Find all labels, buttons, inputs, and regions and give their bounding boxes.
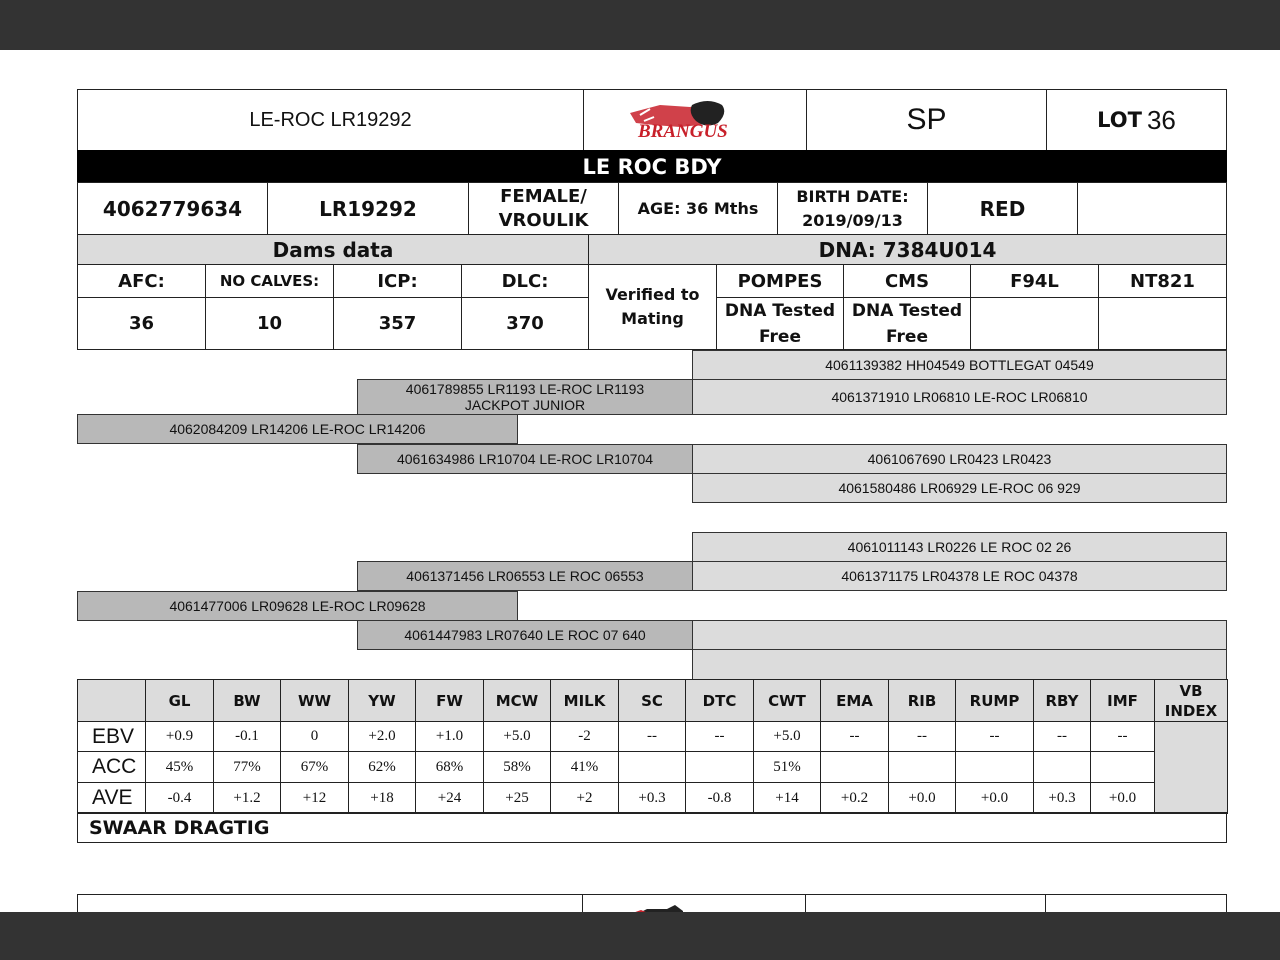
pedigree-sire-sire: 4061789855 LR1193 LE-ROC LR1193 JACKPOT JUNIOR <box>357 379 693 415</box>
acc-cell: 58% <box>484 752 551 783</box>
dams-data-title: Dams data <box>77 234 589 265</box>
pedigree-dam-sire-dam: 4061371175 LR04378 LE ROC 04378 <box>692 561 1227 591</box>
ebv-corner <box>78 680 146 722</box>
ave-cell: +0.2 <box>821 783 889 814</box>
ebv-cell: -2 <box>551 722 619 752</box>
acc-cell <box>821 752 889 783</box>
pedigree-dam-dam-sire <box>692 620 1227 650</box>
pedigree-sire-dam: 4061634986 LR10704 LE-ROC LR10704 <box>357 444 693 474</box>
col-ema: EMA <box>821 680 889 722</box>
remarks: SWAAR DRAGTIG <box>77 812 1227 843</box>
ave-cell: -0.8 <box>686 783 754 814</box>
bull-logo-icon <box>620 95 770 145</box>
lot-label: LOT <box>1097 108 1142 132</box>
pedigree-sire-dam-dam: 4061580486 LR06929 LE-ROC 06 929 <box>692 473 1227 503</box>
next-page-header <box>77 894 1227 914</box>
ebv-cell: +5.0 <box>754 722 821 752</box>
logo-text: BRANGUS <box>638 121 728 142</box>
pompes-result: DNA Tested Free <box>716 297 844 350</box>
icp-label: ICP: <box>333 264 462 298</box>
nt821-label: NT821 <box>1098 264 1227 298</box>
ave-cell: +1.2 <box>214 783 281 814</box>
acc-cell: 68% <box>416 752 484 783</box>
col-imf: IMF <box>1091 680 1155 722</box>
acc-cell <box>956 752 1034 783</box>
acc-cell: 51% <box>754 752 821 783</box>
col-dtc: DTC <box>686 680 754 722</box>
acc-cell: 62% <box>349 752 416 783</box>
sex: FEMALE/ VROULIK <box>468 182 619 235</box>
ave-cell: -0.4 <box>146 783 214 814</box>
ebv-cell: -- <box>1034 722 1091 752</box>
ebv-cell: -- <box>821 722 889 752</box>
acc-cell <box>1034 752 1091 783</box>
ave-cell: +2 <box>551 783 619 814</box>
row-label-ave: AVE <box>78 783 146 814</box>
acc-cell: 41% <box>551 752 619 783</box>
col-rib: RIB <box>889 680 956 722</box>
acc-cell <box>686 752 754 783</box>
herd-id: LR19292 <box>267 182 469 235</box>
ebv-cell: 0 <box>281 722 349 752</box>
ebv-cell: -0.1 <box>214 722 281 752</box>
ave-row <box>78 783 1228 814</box>
ave-cell: +0.3 <box>619 783 686 814</box>
pedigree-sire-dam-sire: 4061067690 LR0423 LR0423 <box>692 444 1227 474</box>
pedigree-dam-dam-dam <box>692 649 1227 680</box>
category-code: SP <box>806 89 1047 151</box>
acc-cell <box>1091 752 1155 783</box>
colour: RED <box>927 182 1078 235</box>
no-calves-value: 10 <box>205 297 334 350</box>
cms-result: DNA Tested Free <box>843 297 971 350</box>
acc-cell: 77% <box>214 752 281 783</box>
ebv-cell: +0.9 <box>146 722 214 752</box>
col-mcw: MCW <box>484 680 551 722</box>
registration-number: 4062779634 <box>77 182 268 235</box>
ebv-cell: +1.0 <box>416 722 484 752</box>
acc-cell: 45% <box>146 752 214 783</box>
ebv-table <box>77 679 1228 814</box>
col-fw: FW <box>416 680 484 722</box>
details-extra <box>1077 182 1227 235</box>
ebv-cell: +2.0 <box>349 722 416 752</box>
pedigree-dam: 4061477006 LR09628 LE-ROC LR09628 <box>77 591 518 621</box>
lot-box <box>1046 89 1227 151</box>
verified-to-mating: Verified to Mating <box>588 264 717 350</box>
col-gl: GL <box>146 680 214 722</box>
pedigree-dam-dam: 4061447983 LR07640 LE ROC 07 640 <box>357 620 693 650</box>
pedigree-dam-sire-sire: 4061011143 LR0226 LE ROC 02 26 <box>692 532 1227 562</box>
brangus-logo <box>583 89 807 151</box>
afc-label: AFC: <box>77 264 206 298</box>
viewer-bottom-bar <box>0 912 1280 960</box>
col-cwt: CWT <box>754 680 821 722</box>
cms-label: CMS <box>843 264 971 298</box>
ebv-cell: -- <box>956 722 1034 752</box>
viewer-top-bar <box>0 0 1280 50</box>
ebv-row <box>78 722 1228 752</box>
ebv-cell: -- <box>1091 722 1155 752</box>
ebv-cell: -- <box>619 722 686 752</box>
lot-number: 36 <box>1146 104 1176 135</box>
ebv-cell: -- <box>889 722 956 752</box>
col-bw: BW <box>214 680 281 722</box>
birth-date: BIRTH DATE: 2019/09/13 <box>777 182 928 235</box>
acc-cell <box>889 752 956 783</box>
col-sc: SC <box>619 680 686 722</box>
col-yw: YW <box>349 680 416 722</box>
ave-cell: +0.3 <box>1034 783 1091 814</box>
col-milk: MILK <box>551 680 619 722</box>
ave-cell: +12 <box>281 783 349 814</box>
col-rump: RUMP <box>956 680 1034 722</box>
pedigree-dam-sire: 4061371456 LR06553 LE ROC 06553 <box>357 561 693 591</box>
ave-cell: +0.0 <box>1091 783 1155 814</box>
vb-index-value <box>1155 722 1228 814</box>
pedigree-sire-sire-sire: 4061139382 HH04549 BOTTLEGAT 04549 <box>692 350 1227 380</box>
icp-value: 357 <box>333 297 462 350</box>
row-label-acc: ACC <box>78 752 146 783</box>
age: AGE: 36 Mths <box>618 182 778 235</box>
dlc-value: 370 <box>461 297 589 350</box>
f94l-result <box>970 297 1099 350</box>
ebv-cell: +5.0 <box>484 722 551 752</box>
col-rby: RBY <box>1034 680 1091 722</box>
afc-value: 36 <box>77 297 206 350</box>
ave-cell: +25 <box>484 783 551 814</box>
animal-name: LE-ROC LR19292 <box>77 89 584 151</box>
nt821-result <box>1098 297 1227 350</box>
pompes-label: POMPES <box>716 264 844 298</box>
ave-cell: +18 <box>349 783 416 814</box>
f94l-label: F94L <box>970 264 1099 298</box>
ave-cell: +14 <box>754 783 821 814</box>
pedigree-sire: 4062084209 LR14206 LE-ROC LR14206 <box>77 414 518 444</box>
ebv-header-row <box>78 680 1228 722</box>
acc-row <box>78 752 1228 783</box>
pedigree-sire-sire-dam: 4061371910 LR06810 LE-ROC LR06810 <box>692 379 1227 415</box>
ave-cell: +0.0 <box>889 783 956 814</box>
dlc-label: DLC: <box>461 264 589 298</box>
acc-cell <box>619 752 686 783</box>
col-ww: WW <box>281 680 349 722</box>
title-bar: LE ROC BDY <box>77 150 1227 183</box>
no-calves-label: NO CALVES: <box>205 264 334 298</box>
dna-title: DNA: 7384U014 <box>588 234 1227 265</box>
ebv-cell: -- <box>686 722 754 752</box>
ave-cell: +24 <box>416 783 484 814</box>
col-vb-index: VB INDEX <box>1155 680 1228 722</box>
acc-cell: 67% <box>281 752 349 783</box>
ave-cell: +0.0 <box>956 783 1034 814</box>
row-label-ebv: EBV <box>78 722 146 752</box>
